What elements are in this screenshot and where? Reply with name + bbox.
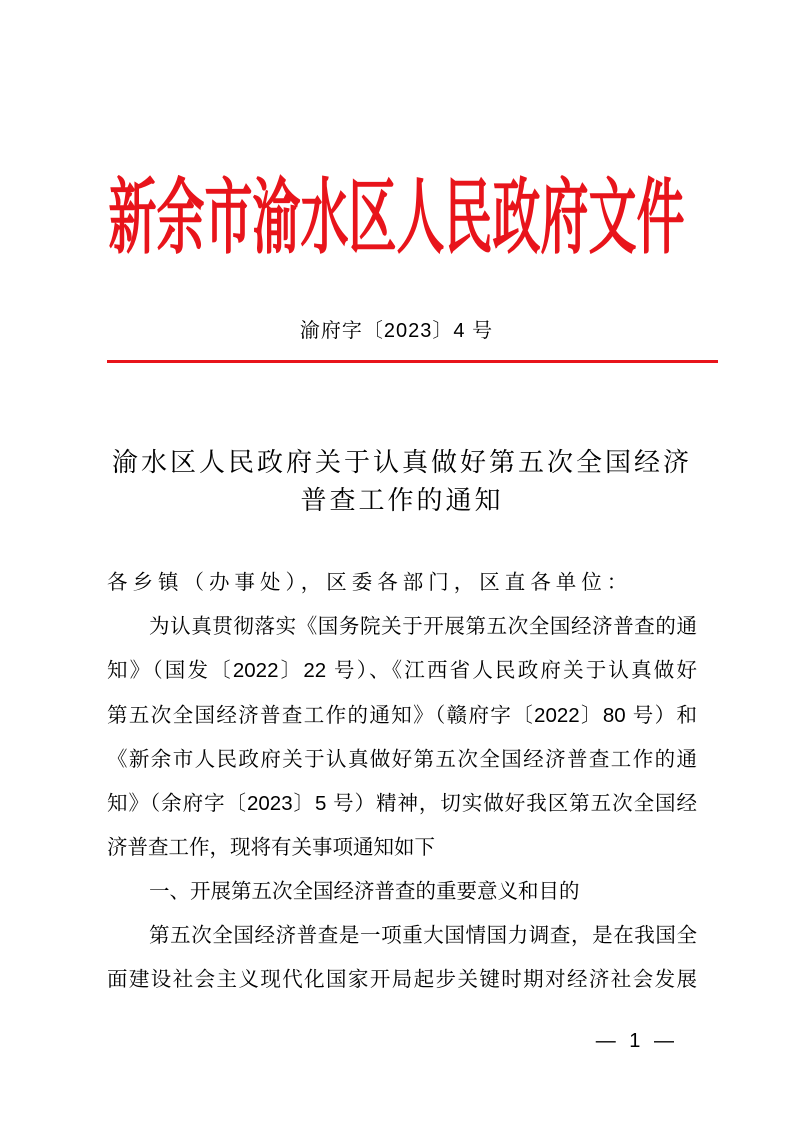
page-number: — 1 — [595, 1030, 678, 1052]
paragraph-line: 知》（国发〔2022〕22 号）、《江西省人民政府关于认真做好 [107, 659, 697, 682]
paragraph-line: 面建设社会主义现代化国家开局起步关键时期对经济社会发展 [107, 968, 697, 991]
document-title-line-2: 普查工作的通知 [300, 485, 504, 515]
section-heading: 一、开展第五次全国经济普查的重要意义和目的 [149, 880, 580, 903]
document-title-line-1: 渝水区人民政府关于认真做好第五次全国经济 [111, 447, 692, 477]
paragraph-line: 第五次全国经济普查工作的通知》（赣府字〔2022〕80 号）和 [107, 704, 697, 727]
paragraph-line: 知》（余府字〔2023〕5 号）精神，切实做好我区第五次全国经 [107, 792, 697, 815]
paragraph-line: 济普查工作，现将有关事项通知如下 [107, 836, 435, 859]
paragraph-line: 第五次全国经济普查是一项重大国情国力调查，是在我国全 [149, 924, 697, 947]
paragraph-line: 为认真贯彻落实《国务院关于开展第五次全国经济普查的通 [149, 615, 697, 638]
red-divider [107, 360, 718, 363]
issuer-title: 新余市渝水区人民政府文件 [108, 170, 685, 267]
salutation: 各乡镇（办事处），区委各部门，区直各单位： [107, 571, 633, 594]
paragraph-line: 《新余市人民政府关于认真做好第五次全国经济普查工作的通 [107, 748, 697, 771]
document-number: 渝府字〔2023〕4 号 [299, 320, 494, 342]
